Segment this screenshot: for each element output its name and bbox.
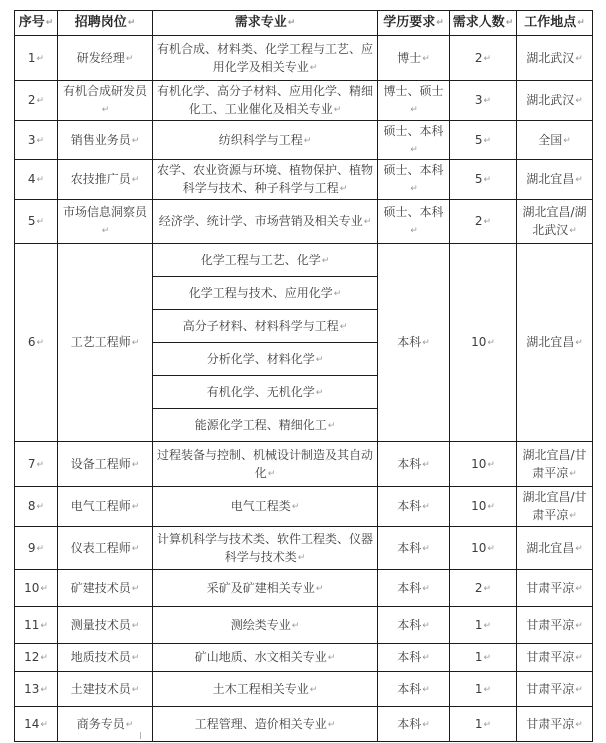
paragraph-mark-icon: ↵	[422, 653, 430, 663]
header-location: 工作地点↵	[517, 11, 593, 36]
cell-position: 设备工程师↵	[58, 441, 153, 486]
paragraph-mark-icon: ↵	[315, 354, 324, 365]
paragraph-mark-icon: ↵	[40, 653, 48, 663]
cell-education: 本科↵	[378, 486, 450, 526]
table-row	[15, 441, 593, 486]
cell-position: 市场信息洞察员↵	[58, 199, 153, 243]
cell-no: 13↵	[15, 671, 58, 706]
paragraph-mark-icon: ↵	[422, 719, 430, 730]
paragraph-mark-icon: ↵	[505, 18, 514, 28]
paragraph-mark-icon: ↵	[575, 175, 583, 185]
paragraph-mark-icon: ↵	[131, 338, 140, 348]
paragraph-mark-icon: ↵	[577, 18, 585, 28]
paragraph-mark-icon: ↵	[309, 684, 318, 695]
cell-position: 农技推广员↵	[58, 159, 153, 199]
cell-no: 2↵	[15, 80, 58, 120]
paragraph-mark-icon: ↵	[297, 552, 306, 563]
cell-position: 仪表工程师↵	[58, 526, 153, 569]
paragraph-mark-icon: ↵	[131, 543, 140, 554]
cell-education: 硕士、本科↵	[378, 199, 450, 243]
table-row	[15, 80, 593, 120]
paragraph-mark-icon: ↵	[125, 53, 134, 64]
paragraph-mark-icon: ↵	[101, 105, 110, 115]
cell-count: 5↵	[450, 159, 517, 199]
table-row	[15, 486, 593, 526]
cell-position: 有机合成研发员↵	[58, 80, 153, 120]
cell-count: 1↵	[450, 706, 517, 741]
paragraph-mark-icon: ↵	[575, 53, 583, 64]
paragraph-mark-icon: ↵	[410, 226, 418, 236]
cell-no: 9↵	[15, 526, 58, 569]
paragraph-mark-icon: ↵	[40, 684, 48, 695]
cell-major: 电气工程类↵	[153, 486, 378, 526]
cell-no: 3↵	[15, 120, 58, 159]
paragraph-mark-icon: ↵	[321, 255, 330, 266]
cell-major: 经济学、统计学、市场营销及相关专业↵	[153, 199, 378, 243]
paragraph-mark-icon: ↵	[36, 543, 45, 554]
paragraph-mark-icon: ↵	[410, 144, 418, 155]
paragraph-mark-icon: ↵	[291, 620, 300, 631]
table-row	[15, 643, 593, 671]
cell-major: 采矿及矿建相关专业↵	[153, 569, 378, 606]
paragraph-mark-icon: ↵	[483, 175, 492, 185]
cell-no: 1↵	[15, 35, 58, 80]
cell-position: 商务专员↵	[58, 706, 153, 741]
cell-no: 12↵	[15, 643, 58, 671]
cell-location: 甘肃平凉↵	[517, 671, 593, 706]
paragraph-mark-icon: ↵	[575, 338, 583, 348]
cell-count: 10↵	[450, 486, 517, 526]
cell-count: 3↵	[450, 80, 517, 120]
paragraph-mark-icon: ↵	[483, 217, 492, 227]
paragraph-mark-icon: ↵	[267, 468, 276, 479]
cell-no: 8↵	[15, 486, 58, 526]
end-paragraph-mark	[140, 732, 141, 739]
cell-location: 湖北武汉↵	[517, 80, 593, 120]
paragraph-mark-icon: ↵	[483, 653, 492, 663]
cell-major-sub: 高分子材料、材料科学与工程↵	[153, 309, 378, 342]
cell-education: 博士↵	[378, 35, 450, 80]
cell-location: 湖北宜昌↵	[517, 526, 593, 569]
cell-major-sub: 化学工程与工艺、化学↵	[153, 243, 378, 276]
cell-location: 湖北宜昌↵	[517, 159, 593, 199]
paragraph-mark-icon: ↵	[40, 719, 48, 730]
paragraph-mark-icon: ↵	[131, 583, 140, 594]
cell-position: 测量技术员↵	[58, 606, 153, 643]
paragraph-mark-icon: ↵	[131, 684, 140, 695]
paragraph-mark-icon: ↵	[333, 288, 342, 299]
cell-major-sub: 有机化学、无机化学↵	[153, 375, 378, 408]
cell-major: 过程装备与控制、机械设计制造及其自动化↵	[153, 441, 378, 486]
cell-major: 有机化学、高分子材料、应用化学、精细化工、工业催化及相关专业↵	[153, 80, 378, 120]
header-position: 招聘岗位↵	[58, 11, 153, 36]
header-education: 学历要求↵	[378, 11, 450, 36]
cell-no: 11↵	[15, 606, 58, 643]
paragraph-mark-icon: ↵	[422, 543, 430, 554]
cell-major: 矿山地质、水文相关专业↵	[153, 643, 378, 671]
paragraph-mark-icon: ↵	[303, 135, 312, 146]
paragraph-mark-icon: ↵	[315, 387, 324, 398]
paragraph-mark-icon: ↵	[487, 543, 495, 554]
paragraph-mark-icon: ↵	[575, 543, 583, 554]
cell-education: 本科↵	[378, 569, 450, 606]
paragraph-mark-icon: ↵	[339, 184, 348, 194]
paragraph-mark-icon: ↵	[40, 620, 48, 631]
paragraph-mark-icon: ↵	[36, 53, 45, 64]
paragraph-mark-icon: ↵	[483, 135, 492, 146]
paragraph-mark-icon: ↵	[36, 217, 45, 227]
cell-location: 甘肃平凉↵	[517, 606, 593, 643]
cell-position: 土建技术员↵	[58, 671, 153, 706]
header-count: 需求人数↵	[450, 11, 517, 36]
cell-education: 本科↵	[378, 526, 450, 569]
cell-education: 本科↵	[378, 243, 450, 441]
paragraph-mark-icon: ↵	[333, 105, 342, 115]
cell-education: 本科↵	[378, 606, 450, 643]
cell-position: 销售业务员↵	[58, 120, 153, 159]
cell-education: 本科↵	[378, 671, 450, 706]
paragraph-mark-icon: ↵	[422, 53, 430, 64]
header-major: 需求专业↵	[153, 11, 378, 36]
table-row	[15, 569, 593, 606]
table-row	[15, 159, 593, 199]
cell-location: 甘肃平凉↵	[517, 569, 593, 606]
cell-education: 博士、硕士↵	[378, 80, 450, 120]
paragraph-mark-icon: ↵	[422, 583, 430, 594]
paragraph-mark-icon: ↵	[487, 338, 495, 348]
cell-location: 甘肃平凉↵	[517, 643, 593, 671]
cell-count: 1↵	[450, 671, 517, 706]
cell-no: 6↵	[15, 243, 58, 441]
paragraph-mark-icon: ↵	[483, 53, 492, 64]
cell-location: 湖北宜昌/甘肃平凉↵	[517, 486, 593, 526]
paragraph-mark-icon: ↵	[436, 18, 444, 28]
paragraph-mark-icon: ↵	[569, 511, 577, 521]
cell-major: 工程管理、造价相关专业↵	[153, 706, 378, 741]
table-row	[15, 35, 593, 80]
paragraph-mark-icon: ↵	[40, 583, 48, 594]
paragraph-mark-icon: ↵	[339, 321, 348, 332]
table-row	[15, 243, 593, 276]
cell-major-sub: 化学工程与技术、应用化学↵	[153, 276, 378, 309]
paragraph-mark-icon: ↵	[422, 620, 430, 631]
paragraph-mark-icon: ↵	[131, 502, 140, 512]
cell-no: 5↵	[15, 199, 58, 243]
paragraph-mark-icon: ↵	[125, 719, 134, 730]
cell-count: 10↵	[450, 441, 517, 486]
paragraph-mark-icon: ↵	[422, 502, 430, 512]
cell-count: 2↵	[450, 569, 517, 606]
table-row	[15, 706, 593, 741]
paragraph-mark-icon: ↵	[575, 719, 583, 730]
table-row	[15, 120, 593, 159]
cell-position: 电气工程师↵	[58, 486, 153, 526]
paragraph-mark-icon: ↵	[422, 338, 430, 348]
cell-count: 1↵	[450, 643, 517, 671]
header-no: 序号↵	[15, 11, 58, 36]
paragraph-mark-icon: ↵	[575, 653, 583, 663]
paragraph-mark-icon: ↵	[131, 653, 140, 663]
cell-major: 测绘类专业↵	[153, 606, 378, 643]
paragraph-mark-icon: ↵	[101, 226, 110, 236]
cell-location: 湖北宜昌/甘肃平凉↵	[517, 441, 593, 486]
paragraph-mark-icon: ↵	[483, 96, 492, 106]
cell-position: 矿建技术员↵	[58, 569, 153, 606]
cell-count: 10↵	[450, 526, 517, 569]
cell-major: 计算机科学与技术类、软件工程类、仪器科学与技术类↵	[153, 526, 378, 569]
cell-no: 7↵	[15, 441, 58, 486]
cell-education: 本科↵	[378, 643, 450, 671]
paragraph-mark-icon: ↵	[131, 459, 140, 470]
cell-location: 甘肃平凉↵	[517, 706, 593, 741]
paragraph-mark-icon: ↵	[36, 135, 45, 146]
paragraph-mark-icon: ↵	[315, 583, 324, 594]
cell-count: 10↵	[450, 243, 517, 441]
cell-major: 有机合成、材料类、化学工程与工艺、应用化学及相关专业↵	[153, 35, 378, 80]
paragraph-mark-icon: ↵	[422, 459, 430, 470]
cell-education: 本科↵	[378, 441, 450, 486]
cell-position: 研发经理↵	[58, 35, 153, 80]
paragraph-mark-icon: ↵	[127, 18, 136, 28]
cell-position: 工艺工程师↵	[58, 243, 153, 441]
cell-no: 14↵	[15, 706, 58, 741]
paragraph-mark-icon: ↵	[569, 226, 577, 236]
cell-education: 本科↵	[378, 706, 450, 741]
paragraph-mark-icon: ↵	[483, 684, 492, 695]
paragraph-mark-icon: ↵	[287, 18, 296, 28]
cell-location: 湖北宜昌/湖北武汉↵	[517, 199, 593, 243]
paragraph-mark-icon: ↵	[575, 96, 583, 106]
paragraph-mark-icon: ↵	[563, 135, 571, 146]
cell-count: 2↵	[450, 199, 517, 243]
cell-count: 2↵	[450, 35, 517, 80]
paragraph-mark-icon: ↵	[483, 583, 492, 594]
paragraph-mark-icon: ↵	[36, 502, 45, 512]
table-row	[15, 526, 593, 569]
recruitment-table	[14, 10, 593, 742]
cell-education: 硕士、本科↵	[378, 120, 450, 159]
paragraph-mark-icon: ↵	[327, 420, 336, 431]
paragraph-mark-icon: ↵	[291, 502, 300, 512]
paragraph-mark-icon: ↵	[327, 653, 336, 663]
cell-count: 1↵	[450, 606, 517, 643]
cell-major-sub: 能源化学工程、精细化工↵	[153, 408, 378, 441]
cell-no: 10↵	[15, 569, 58, 606]
paragraph-mark-icon: ↵	[487, 502, 495, 512]
paragraph-mark-icon: ↵	[422, 684, 430, 695]
paragraph-mark-icon: ↵	[575, 684, 583, 695]
paragraph-mark-icon: ↵	[36, 459, 45, 470]
paragraph-mark-icon: ↵	[309, 62, 318, 73]
cell-major: 纺织科学与工程↵	[153, 120, 378, 159]
paragraph-mark-icon: ↵	[483, 620, 492, 631]
cell-major: 农学、农业资源与环境、植物保护、植物科学与技术、种子科学与工程↵	[153, 159, 378, 199]
paragraph-mark-icon: ↵	[45, 18, 54, 28]
cell-count: 5↵	[450, 120, 517, 159]
paragraph-mark-icon: ↵	[410, 105, 418, 115]
cell-location: 全国↵	[517, 120, 593, 159]
paragraph-mark-icon: ↵	[36, 96, 45, 106]
paragraph-mark-icon: ↵	[131, 620, 140, 631]
paragraph-mark-icon: ↵	[131, 175, 140, 185]
paragraph-mark-icon: ↵	[483, 719, 492, 730]
cell-location: 湖北宜昌↵	[517, 243, 593, 441]
cell-location: 湖北武汉↵	[517, 35, 593, 80]
paragraph-mark-icon: ↵	[363, 217, 372, 227]
paragraph-mark-icon: ↵	[36, 175, 45, 185]
paragraph-mark-icon: ↵	[36, 338, 45, 348]
table-row	[15, 606, 593, 643]
table-row	[15, 671, 593, 706]
paragraph-mark-icon: ↵	[327, 719, 336, 730]
cell-position: 地质技术员↵	[58, 643, 153, 671]
cell-major-sub: 分析化学、材料化学↵	[153, 342, 378, 375]
cell-education: 硕士、本科↵	[378, 159, 450, 199]
cell-no: 4↵	[15, 159, 58, 199]
table-row	[15, 199, 593, 243]
paragraph-mark-icon: ↵	[575, 620, 583, 631]
paragraph-mark-icon: ↵	[575, 583, 583, 594]
paragraph-mark-icon: ↵	[569, 468, 577, 479]
paragraph-mark-icon: ↵	[487, 459, 495, 470]
paragraph-mark-icon: ↵	[131, 135, 140, 146]
header-row	[15, 11, 593, 36]
cell-major: 土木工程相关专业↵	[153, 671, 378, 706]
paragraph-mark-icon: ↵	[410, 184, 418, 194]
